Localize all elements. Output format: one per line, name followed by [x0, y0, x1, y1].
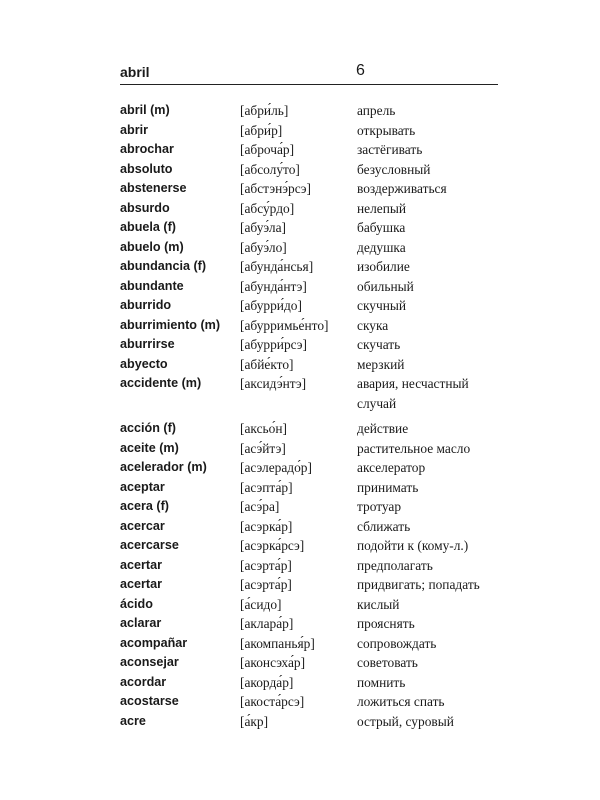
dictionary-entry [120, 374, 500, 419]
transcription: [абри́ль] [240, 103, 289, 118]
spanish-word: acostarse [120, 694, 179, 708]
transcription: [асэрка́р] [240, 518, 293, 534]
dictionary-entry [120, 614, 500, 634]
entry-list [120, 101, 500, 731]
spanish-word: abstenerse [120, 181, 187, 195]
transcription: [асэпта́р] [240, 479, 293, 495]
russian-translation: нелепый [357, 200, 407, 216]
spanish-word: aburrimiento (m) [120, 317, 221, 332]
russian-translation: скучный [357, 298, 407, 313]
transcription: [а́кр] [240, 713, 269, 729]
dictionary-entry [120, 335, 500, 355]
spanish-word: aconsejar [120, 655, 179, 669]
russian-translation: мерзкий [357, 356, 405, 372]
dictionary-entry [120, 355, 500, 375]
spanish-word: aceite (m) [120, 440, 179, 455]
dictionary-entry [120, 497, 500, 517]
dictionary-entry [120, 517, 500, 537]
russian-translation: придвигать; попадать [357, 577, 480, 592]
russian-translation: растительное масло [357, 440, 471, 456]
spanish-word: abrir [120, 122, 148, 137]
spanish-word: aclarar [120, 616, 162, 630]
spanish-word: aburrido [120, 298, 172, 312]
russian-translation: акселератор [357, 460, 426, 475]
russian-translation: помнить [357, 674, 406, 690]
spanish-word: abyecto [120, 356, 168, 371]
russian-translation: застёгивать [357, 142, 423, 157]
russian-translation: сближать [357, 518, 411, 534]
dictionary-entry [120, 419, 500, 439]
transcription: [аконсэха́р] [240, 655, 306, 670]
spanish-word: accidente (m) [120, 376, 202, 390]
transcription: [асэлерадо́р] [240, 460, 312, 475]
transcription: [абуэ́ла] [240, 220, 286, 235]
transcription: [абурри́до] [240, 298, 302, 313]
transcription: [акорда́р] [240, 674, 294, 690]
russian-translation: изобилие [357, 259, 410, 274]
dictionary-entry [120, 257, 500, 277]
dictionary-entry [120, 160, 500, 180]
transcription: [аброча́р] [240, 142, 295, 157]
dictionary-entry [120, 692, 500, 712]
dictionary-entry [120, 556, 500, 576]
spanish-word: acertar [120, 557, 163, 572]
transcription: [абйе́кто] [240, 356, 294, 372]
spanish-word: aburrirse [120, 337, 175, 351]
dictionary-entry [120, 653, 500, 673]
dictionary-entry [120, 218, 500, 238]
spanish-word: absurdo [120, 200, 170, 215]
dictionary-entry [120, 199, 500, 219]
russian-translation: открывать [357, 122, 416, 138]
spanish-word: abundancia (f) [120, 259, 207, 273]
russian-translation: скучать [357, 337, 401, 352]
dictionary-entry [120, 634, 500, 654]
dictionary-entry [120, 277, 500, 297]
spanish-word: acercarse [120, 538, 179, 552]
transcription: [асэрта́р] [240, 577, 292, 592]
transcription: [абурри́рсэ] [240, 337, 307, 352]
transcription: [аклара́р] [240, 616, 294, 631]
russian-translation: воздерживаться [357, 181, 447, 196]
transcription: [асэрка́рсэ] [240, 538, 305, 553]
running-head [120, 64, 498, 85]
transcription: [асэ́ра] [240, 499, 280, 514]
dictionary-entry [120, 121, 500, 141]
spanish-word: acción (f) [120, 421, 176, 435]
spanish-word: abrochar [120, 142, 174, 156]
russian-translation: безусловный [357, 161, 431, 177]
transcription: [абсу́рдо] [240, 200, 295, 216]
dictionary-entry [120, 458, 500, 478]
russian-translation: авария, несчастный случай [357, 376, 469, 411]
transcription: [аксьо́н] [240, 421, 287, 436]
dictionary-entry [120, 179, 500, 199]
page-number: 6 [356, 62, 365, 79]
transcription: [асэрта́р] [240, 557, 292, 573]
dictionary-entry [120, 595, 500, 615]
russian-translation: острый, суровый [357, 713, 454, 729]
transcription: [абри́р] [240, 122, 283, 138]
russian-translation: апрель [357, 103, 396, 118]
spanish-word: acre [120, 713, 146, 728]
transcription: [абунда́нтэ] [240, 278, 307, 294]
transcription: [абстэнэ́рсэ] [240, 181, 312, 196]
transcription: [акомпанья́р] [240, 635, 315, 651]
dictionary-entry [120, 316, 500, 336]
transcription: [абурримье́нто] [240, 317, 329, 333]
transcription: [абунда́нсья] [240, 259, 314, 274]
dictionary-entry [120, 101, 500, 121]
spanish-word: acertar [120, 577, 163, 591]
russian-translation: сопровождать [357, 635, 437, 651]
spanish-word: abril (m) [120, 103, 170, 117]
transcription: [абсолу́то] [240, 161, 300, 177]
russian-translation: советовать [357, 655, 418, 670]
russian-translation: кислый [357, 596, 400, 612]
spanish-word: aceptar [120, 479, 165, 494]
russian-translation: ложиться спать [357, 694, 445, 709]
dictionary-entry [120, 439, 500, 459]
spanish-word: acordar [120, 674, 167, 689]
transcription: [асэ́йтэ] [240, 440, 286, 456]
spanish-word: abuela (f) [120, 220, 176, 234]
dictionary-entry [120, 575, 500, 595]
dictionary-entry [120, 238, 500, 258]
spanish-word: abundante [120, 278, 184, 293]
dictionary-entry [120, 673, 500, 693]
russian-translation: подойти к (кому-л.) [357, 538, 469, 553]
transcription: [акоста́рсэ] [240, 694, 305, 709]
spanish-word: ácido [120, 596, 153, 611]
spanish-word: acelerador (m) [120, 460, 207, 474]
spanish-word: absoluto [120, 161, 173, 176]
spanish-word: acercar [120, 518, 165, 533]
russian-translation: предполагать [357, 557, 433, 573]
spanish-word: acera (f) [120, 499, 169, 513]
header-word: abril [120, 64, 150, 80]
russian-translation: действие [357, 421, 409, 436]
russian-translation: дедушка [357, 239, 406, 255]
transcription: [а́сидо] [240, 596, 282, 612]
russian-translation: скука [357, 317, 389, 333]
dictionary-entry [120, 478, 500, 498]
russian-translation: обильный [357, 278, 414, 294]
dictionary-entry [120, 536, 500, 556]
dictionary-entry [120, 712, 500, 732]
transcription: [аксидэ́нтэ] [240, 376, 307, 391]
spanish-word: acompañar [120, 635, 188, 650]
dictionary-entry [120, 296, 500, 316]
dictionary-entry [120, 140, 500, 160]
russian-translation: принимать [357, 479, 419, 495]
spanish-word: abuelo (m) [120, 239, 184, 254]
russian-translation: прояснять [357, 616, 415, 631]
russian-translation: тротуар [357, 499, 402, 514]
russian-translation: бабушка [357, 220, 406, 235]
transcription: [абуэ́ло] [240, 239, 287, 255]
